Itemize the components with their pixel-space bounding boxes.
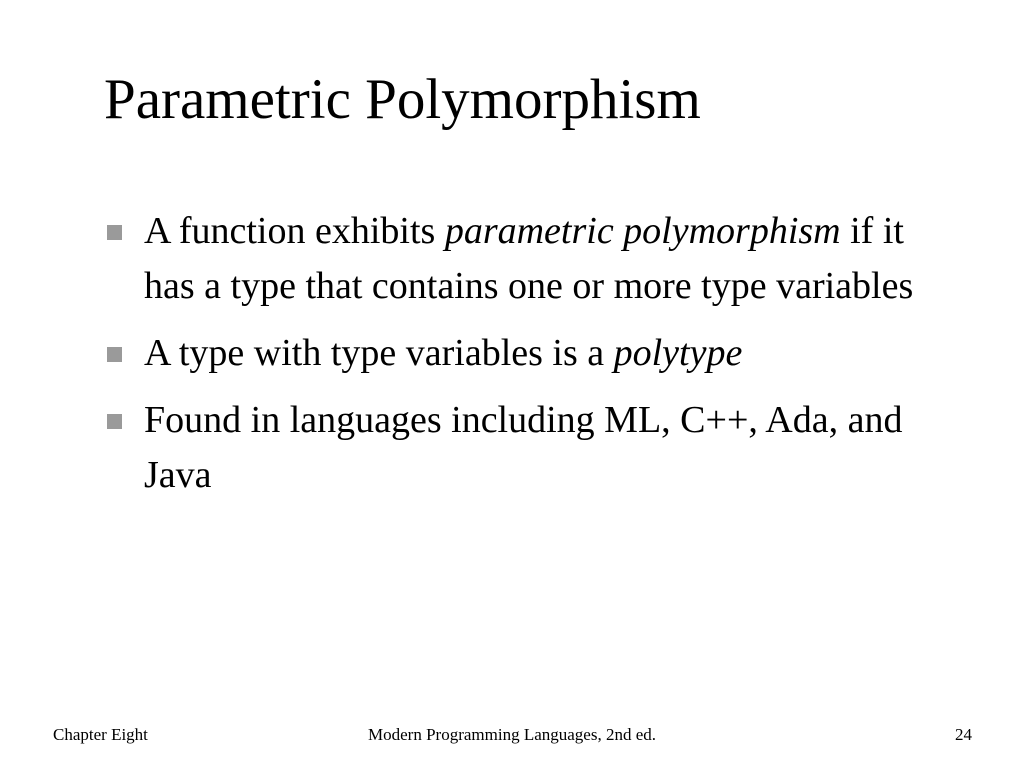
square-bullet-icon: [107, 225, 122, 240]
bullet-text: [144, 210, 913, 307]
square-bullet-icon: [107, 414, 122, 429]
square-bullet-icon: [107, 347, 122, 362]
bullet-text-emphasis: parametric polymorphism: [444, 210, 841, 252]
bullet-text-segment: if it has a type that contains one or more type variables: [144, 210, 914, 307]
bullet-text-segment: A function exhibits: [144, 210, 445, 252]
bullet-text-emphasis: polytype: [613, 332, 743, 374]
bullet-item: [104, 393, 944, 503]
bullet-text-segment: A type with type variables is a: [144, 332, 614, 374]
bullet-list: [104, 204, 944, 515]
footer-book-title: Modern Programming Languages, 2nd ed.: [368, 725, 656, 744]
bullet-item: [104, 326, 944, 381]
bullet-text: [144, 332, 742, 374]
bullet-text: [144, 399, 902, 496]
bullet-text-segment: Found in languages including ML, C++, Ada, and Java: [144, 399, 903, 496]
footer-page-number: 24: [955, 725, 972, 744]
footer-chapter: Chapter Eight: [53, 725, 148, 744]
bullet-item: [104, 204, 944, 314]
slide-title: Parametric Polymorphism: [104, 68, 701, 131]
